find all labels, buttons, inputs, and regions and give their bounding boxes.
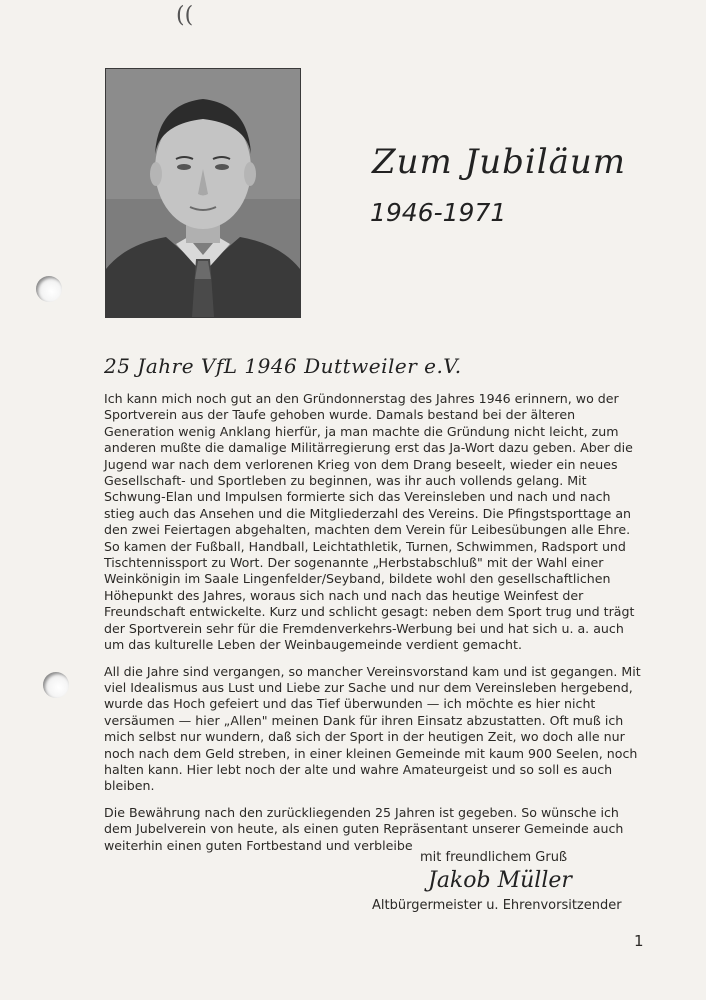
letter-body xyxy=(104,391,642,864)
paragraph-2: All die Jahre sind vergangen, so mancher Vereinsvorstand kam und ist gegangen. Mit viel Idealismus aus Lust und Liebe zur Sache und nur dem Vereinsleben hergebend, wurde das Hoch gefeiert und das Tief überwunden — ich möchte es hier nicht versäumen — hier „Allen" meinen Dank für ihren Einsatz abzustatten. Oft muß ich mich selbst nur wundern, daß sich der Sport in der heutigen Zeit, wo doch alle nur noch nach dem Geld streben, in einer kleinen Gemeinde mit kaum 900 Seelen, noch halten kann. Hier lebt noch der alte und wahre Amateurgeist und so soll es auch bleiben. xyxy=(104,663,641,794)
jubilee-title: Zum Jubiläum xyxy=(372,142,627,182)
jubilee-years: 1946-1971 xyxy=(370,198,507,227)
page-number: 1 xyxy=(634,932,644,950)
paragraph-1: Ich kann mich noch gut an den Gründonnerstag des Jahres 1946 erinnern, wo der Sportverein aus der Taufe gehoben wurde. Damals bestand bei der älteren Generation wenig Anklang hierfür, ja man machte die Gründung nicht leicht, zum anderen mußte die damalige Militärregierung erst das Ja-Wort dazu geben. Aber die Jugend war nach dem verlorenen Krieg von dem Drang beseelt, wieder ein neues Gesellschaft- und Sportleben zu beginnen, was ihr auch vollends gelang. Mit Schwung-Elan und Impulsen formierte sich das Vereinsleben und nach und nach stieg auch das Ansehen und die Mitgliederzahl des Vereins. Die Pfingstsporttage an den zwei Feiertagen abgehalten, machten dem Verein für Leibesübungen alle Ehre. So kamen der Fußball, Handball, Leichtathletik, Turnen, Schwimmen, Radsport und Tischtennissport zu Wort. Der sogenannte „Herbstabschluß" mit der Wahl einer Weinkönigin im Saale Lingenfelder/Seyband, bildete wohl den gesellschaftlichen Höhepunkt des Jahres, woraus sich nach und nach das heutige Weinfest der Freundschaft entwickelte. Kurz und schlicht gesagt: neben dem Sport trug und trägt der Sportverein sehr für die Fremdenverkehrs-Werbung bei und hat sich u. a. auch um das kulturelle Leben der Weinbaugemeinde verdient gemacht. xyxy=(104,391,635,653)
signer-role: Altbürgermeister u. Ehrenvorsitzender xyxy=(372,898,622,913)
punch-hole-upper xyxy=(36,276,62,302)
closing-greeting: mit freundlichem Gruß xyxy=(420,850,568,865)
signature: Jakob Müller xyxy=(428,868,572,893)
paragraph-3: Die Bewährung nach den zurückliegenden 25 Jahren ist gegeben. So wünsche ich dem Jubelverein von heute, als einen guten Repräsentant unserer Gemeinde auch weiterhin einen guten Fortbestand und verbleibe xyxy=(104,804,624,853)
club-subtitle: 25 Jahre VfL 1946 Duttweiler e.V. xyxy=(104,354,462,378)
top-mark: (( xyxy=(176,3,194,28)
punch-hole-lower xyxy=(43,672,69,698)
portrait-photo xyxy=(105,68,301,318)
